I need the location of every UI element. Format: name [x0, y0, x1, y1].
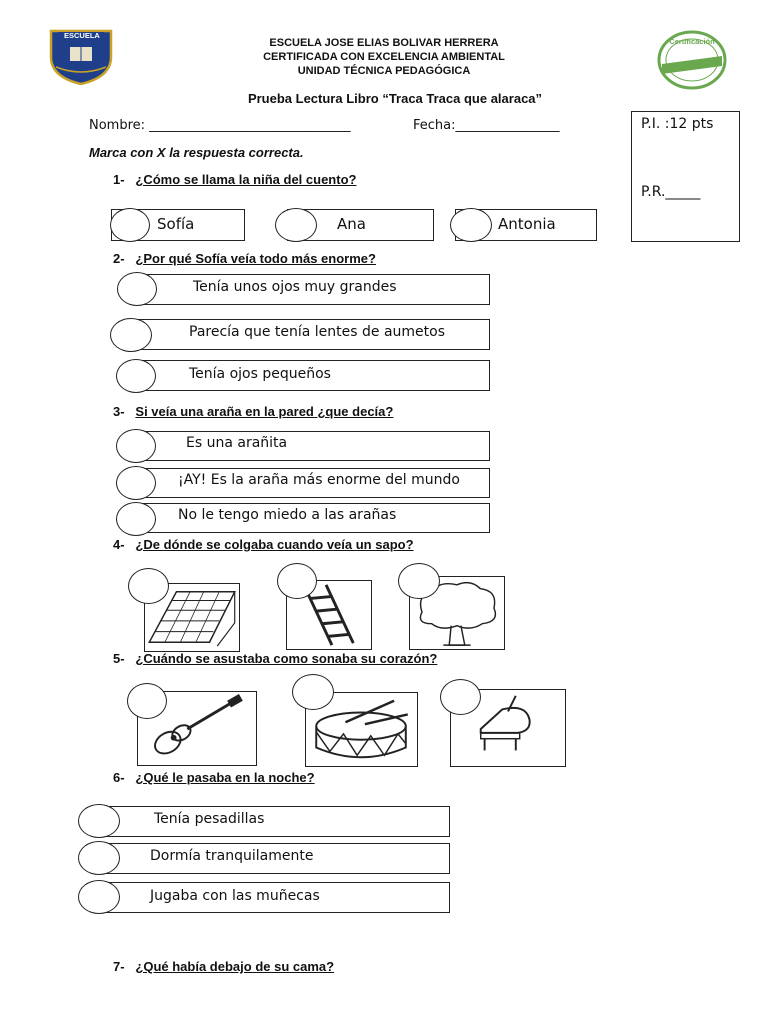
answer-circle[interactable]: [450, 208, 492, 242]
question-6: [113, 770, 315, 785]
question-2: [113, 251, 376, 266]
answer-circle[interactable]: [116, 502, 156, 536]
name-field[interactable]: Nombre: _______________________________: [89, 118, 351, 133]
unit-line: UNIDAD TÉCNICA PEDAGÓGICA: [297, 65, 471, 77]
question-text: ¿Cómo se llama la niña del cuento?: [135, 172, 357, 187]
question-text: ¿Qué le pasaba en la noche?: [135, 770, 315, 785]
answer-circle[interactable]: [127, 683, 167, 719]
answer-circle[interactable]: [116, 466, 156, 500]
option-label: Parecía que tenía lentes de aumetos: [189, 324, 446, 340]
answer-circle[interactable]: [116, 359, 156, 393]
option-label: No le tengo miedo a las arañas: [178, 507, 397, 523]
test-title: Prueba Lectura Libro “Traca Traca que alaraca”: [247, 91, 543, 106]
answer-circle[interactable]: [117, 272, 157, 306]
answer-circle[interactable]: [78, 880, 120, 914]
option-label: Dormía tranquilamente: [150, 848, 314, 864]
school-logo-text: ESCUELA: [64, 31, 100, 40]
question-number: 3-: [113, 404, 125, 419]
answer-circle[interactable]: [116, 429, 156, 463]
answer-circle[interactable]: [78, 804, 120, 838]
question-number: 7-: [113, 959, 125, 974]
option-label: Es una arañita: [186, 435, 288, 451]
option-label: Ana: [337, 215, 366, 233]
option-label: ¡AY! Es la araña más enorme del mundo: [178, 472, 460, 488]
score-box: [631, 111, 740, 242]
answer-circle[interactable]: [398, 563, 440, 599]
answer-circle[interactable]: [110, 208, 150, 242]
option-box[interactable]: [94, 806, 450, 837]
question-4: [113, 537, 414, 552]
certification-line: CERTIFICADA CON EXCELENCIA AMBIENTAL: [263, 51, 505, 63]
question-text: ¿Cuándo se asustaba como sonaba su corazón?: [135, 651, 438, 666]
option-label: Tenía unos ojos muy grandes: [193, 279, 397, 295]
option-label: Jugaba con las muñecas: [150, 888, 320, 904]
answer-circle[interactable]: [110, 318, 152, 352]
answer-circle[interactable]: [292, 674, 334, 710]
question-text: ¿Por qué Sofía veía todo más enorme?: [135, 251, 376, 266]
question-3: [113, 404, 393, 419]
option-label: Tenía ojos pequeños: [189, 366, 331, 382]
question-text: ¿Qué había debajo de su cama?: [135, 959, 335, 974]
answer-circle[interactable]: [275, 208, 317, 242]
certification-logo-text: Certificación: [669, 37, 715, 46]
option-label: Sofía: [157, 215, 195, 233]
option-label: Tenía pesadillas: [154, 811, 265, 827]
option-label: Antonia: [498, 215, 556, 233]
answer-circle[interactable]: [128, 568, 169, 604]
instructions: Marca con X la respuesta correcta.: [89, 145, 304, 160]
question-7: [113, 959, 334, 974]
question-1: [113, 172, 356, 187]
question-number: 5-: [113, 651, 125, 666]
pr-score[interactable]: P.R._____: [641, 184, 701, 200]
pi-score: P.I. :12 pts: [641, 116, 714, 132]
question-number: 1-: [113, 172, 125, 187]
school-name: ESCUELA JOSE ELIAS BOLIVAR HERRERA: [269, 37, 499, 49]
answer-circle[interactable]: [440, 679, 481, 715]
question-number: 6-: [113, 770, 125, 785]
date-field[interactable]: Fecha:________________: [413, 118, 560, 133]
answer-circle[interactable]: [277, 563, 317, 599]
question-text: Si veía una araña en la pared ¿que decía?: [135, 404, 394, 419]
question-text: ¿De dónde se colgaba cuando veía un sapo?: [135, 537, 414, 552]
question-number: 4-: [113, 537, 125, 552]
answer-circle[interactable]: [78, 841, 120, 875]
question-number: 2-: [113, 251, 125, 266]
question-5: [113, 651, 437, 666]
